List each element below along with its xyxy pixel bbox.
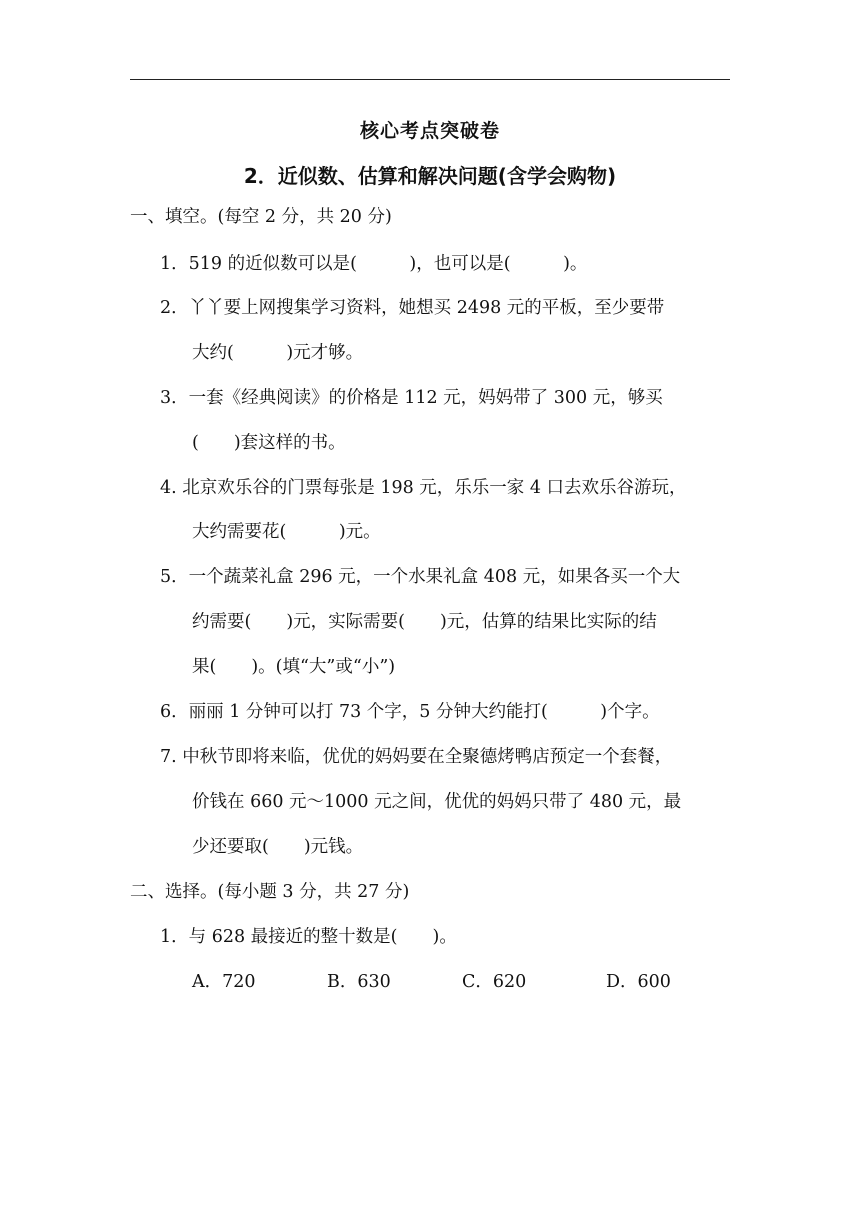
choice-question-1: 1．与 628 最接近的整十数是( )。	[160, 927, 457, 947]
section-heading-choice: 二、选择。(每小题 3 分，共 27 分)	[130, 882, 410, 902]
question-7-continuation: 价钱在 660 元～1000 元之间，优优的妈妈只带了 480 元，最	[192, 792, 682, 812]
question-6-line: 6．丽丽 1 分钟可以打 73 个字，5 分钟大约能打( )个字。	[160, 702, 660, 722]
header-rule	[130, 79, 730, 80]
question-4-line: 4. 北京欢乐谷的门票每张是 198 元，乐乐一家 4 口去欢乐谷游玩，	[160, 478, 687, 498]
question-5-continuation: 约需要( )元，实际需要( )元，估算的结果比实际的结	[192, 612, 657, 632]
page-subtitle: 2．近似数、估算和解决问题(含学会购物)	[243, 164, 617, 188]
question-7-line: 7. 中秋节即将来临，优优的妈妈要在全聚德烤鸭店预定一个套餐，	[160, 747, 673, 767]
question-3-line: 3．一套《经典阅读》的价格是 112 元，妈妈带了 300 元，够买	[160, 388, 663, 408]
question-4-continuation: 大约需要花( )元。	[192, 522, 381, 542]
choice-option-c: C．620	[462, 972, 527, 992]
question-7-continuation-2: 少还要取( )元钱。	[192, 837, 364, 857]
question-1-line: 1．519 的近似数可以是( )，也可以是( )。	[160, 254, 588, 274]
question-5-line: 5．一个蔬菜礼盒 296 元，一个水果礼盒 408 元，如果各买一个大	[160, 567, 681, 587]
section-heading-fill-blank: 一、填空。(每空 2 分，共 20 分)	[130, 207, 392, 227]
question-2-line: 2．丫丫要上网搜集学习资料，她想买 2498 元的平板，至少要带	[160, 298, 665, 318]
choice-option-d: D．600	[606, 972, 671, 992]
page-title: 核心考点突破卷	[359, 120, 500, 142]
choice-option-a: A．720	[192, 972, 256, 992]
question-2-continuation: 大约( )元才够。	[192, 343, 364, 363]
choice-option-b: B．630	[327, 972, 391, 992]
question-5-continuation-2: 果( )。(填“大”或“小”)	[192, 657, 396, 677]
question-3-continuation: ( )套这样的书。	[192, 433, 346, 453]
